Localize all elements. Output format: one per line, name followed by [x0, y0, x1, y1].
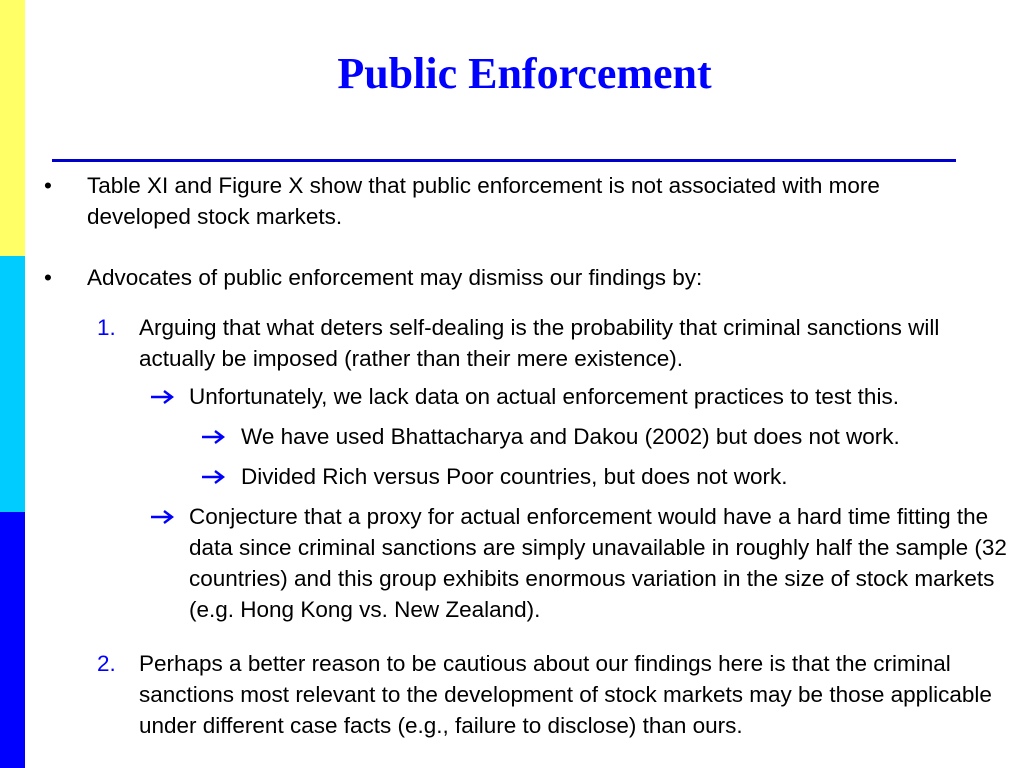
bullet-marker: •: [44, 173, 52, 198]
bullet-text: Table XI and Figure X show that public enforcement is not associated with more developed stock markets.: [87, 173, 880, 229]
sub-item-text: Conjecture that a proxy for actual enforcement would have a hard time fitting the data since criminal sanctions are simply unavailable in roughly half the sample (32 countries) and this group exhibits enormous variation in the size of stock markets (e.g. Hong Kong vs. New Zealand).: [189, 504, 1007, 622]
stripe-cyan: [0, 256, 25, 512]
bullet-text: Advocates of public enforcement may dismiss our findings by:: [87, 265, 703, 290]
bullet-marker: •: [44, 265, 52, 290]
stripe-yellow: [0, 0, 25, 256]
numbered-item-text: Perhaps a better reason to be cautious about our findings here is that the criminal sanctions most relevant to the development of stock markets may be those applicable under different case facts (e.g., failure to disclose) than ours.: [139, 651, 992, 738]
stripe-blue: [0, 512, 25, 768]
numbered-item-text: Arguing that what deters self-dealing is the probability that criminal sanctions will actually be imposed (rather than their mere existence).: [139, 315, 940, 371]
title-divider: [52, 159, 956, 162]
sub-sub-item-text: Divided Rich versus Poor countries, but does not work.: [241, 464, 788, 489]
right-arrow-icon: [201, 469, 227, 485]
list-number: 2.: [97, 651, 116, 676]
right-arrow-icon: [150, 389, 176, 405]
right-arrow-icon: [150, 509, 176, 525]
right-arrow-icon: [201, 429, 227, 445]
list-number: 1.: [97, 315, 116, 340]
sub-item-text: Unfortunately, we lack data on actual enforcement practices to test this.: [189, 384, 899, 409]
sub-sub-item-text: We have used Bhattacharya and Dakou (2002) but does not work.: [241, 424, 900, 449]
slide-title: Public Enforcement: [337, 49, 712, 98]
